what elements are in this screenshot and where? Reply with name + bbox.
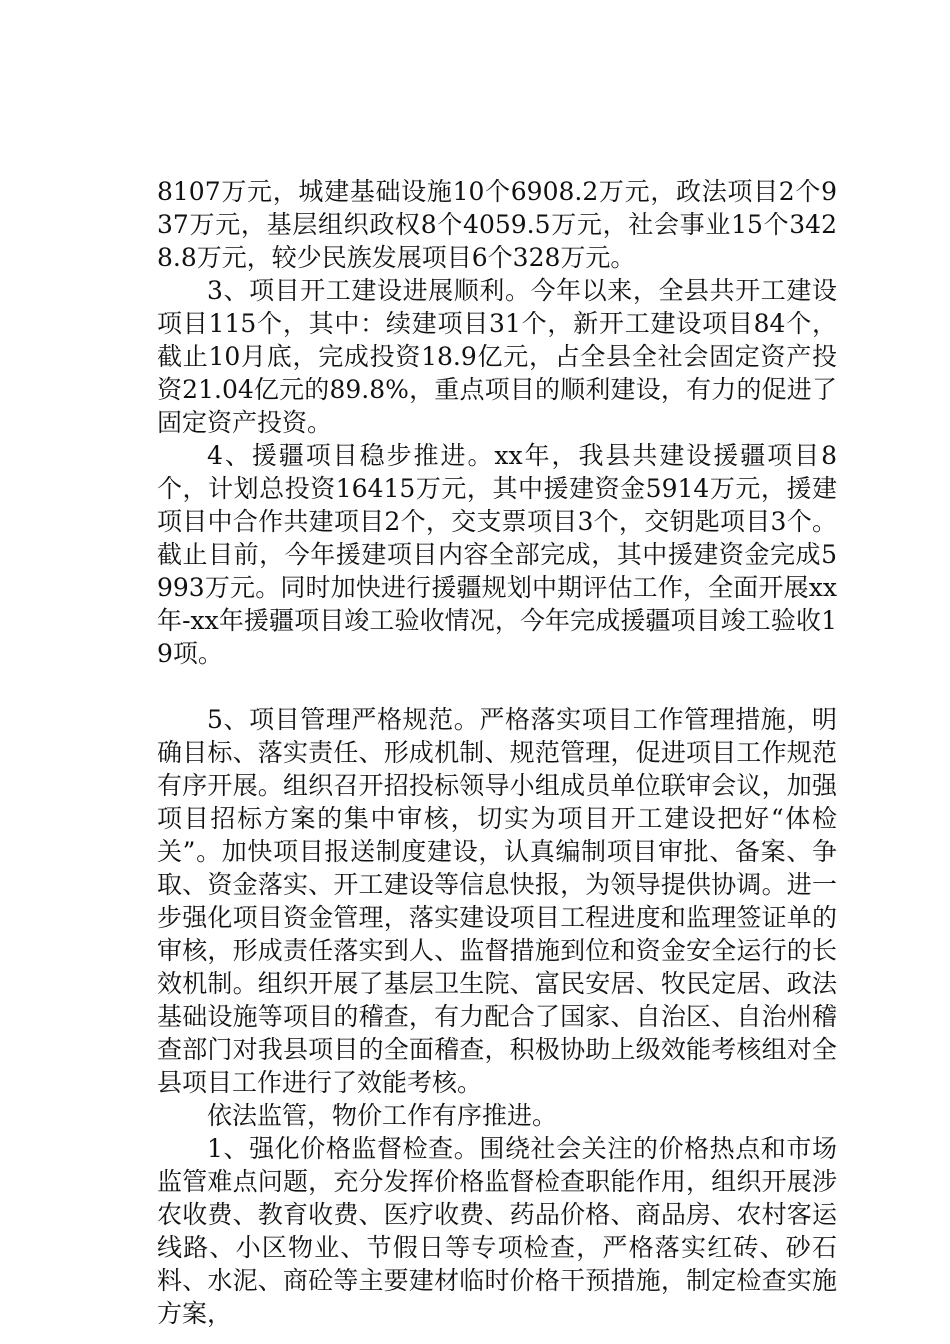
document-body [157,175,837,1330]
paragraph-item-3: 3、项目开工建设进展顺利。今年以来，全县共开工建设项目115个，其中：续建项目31个，新开工建设项目84个，截止10月底，完成投资18.9亿元，占全县全社会固定资产投资21.04亿元的89.8%，重点项目的顺利建设，有力的促进了固定资产投资。 [157,276,837,437]
paragraph-price-item-1: 1、强化价格监督检查。围绕社会关注的价格热点和市场监管难点问题，充分发挥价格监督检查职能作用，组织开展涉农收费、教育收费、医疗收费、药品价格、商品房、农村客运线路、小区物业、节假日等专项检查，严格落实红砖、砂石料、水泥、商砼等主要建材临时价格干预措施，制定检查实施方案， [157,1134,837,1328]
paragraph-item-5: 5、项目管理严格规范。严格落实项目工作管理措施，明确目标、落实责任、形成机制、规范管理，促进项目工作规范有序开展。组织召开招投标领导小组成员单位联审会议，加强项目招标方案的集中审核，切实为项目开工建设把好“体检关”。加快项目报送制度建设，认真编制项目审批、备案、争取、资金落实、开工建设等信息快报，为领导提供协调。进一步强化项目资金管理，落实建设项目工程进度和监理签证单的审核，形成责任落实到人、监督措施到位和资金安全运行的长效机制。组织开展了基层卫生院、富民安居、牧民定居、政法基础设施等项目的稽查，有力配合了国家、自治区、自治州稽查部门对我县项目的全面稽查，积极协助上级效能考核组对全县项目工作进行了效能考核。 [157,705,837,1097]
paragraph-item-4: 4、援疆项目稳步推进。xx年，我县共建设援疆项目8个，计划总投资16415万元，其中援建资金5914万元，援建项目中合作共建项目2个，交支票项目3个，交钥匙项目3个。截止目前，今年援建项目内容全部完成，其中援建资金完成5993万元。同时加快进行援疆规划中期评估工作，全面开展xx年-xx年援疆项目竣工验收情况，今年完成援疆项目竣工验收19项。 [157,441,837,668]
section-heading-pricing: 依法监管，物价工作有序推进。 [207,1101,558,1130]
paragraph-continuation: 8107万元，城建基础设施10个6908.2万元，政法项目2个937万元，基层组织政权8个4059.5万元，社会事业15个3428.8万元，较少民族发展项目6个328万元。 [157,177,837,272]
